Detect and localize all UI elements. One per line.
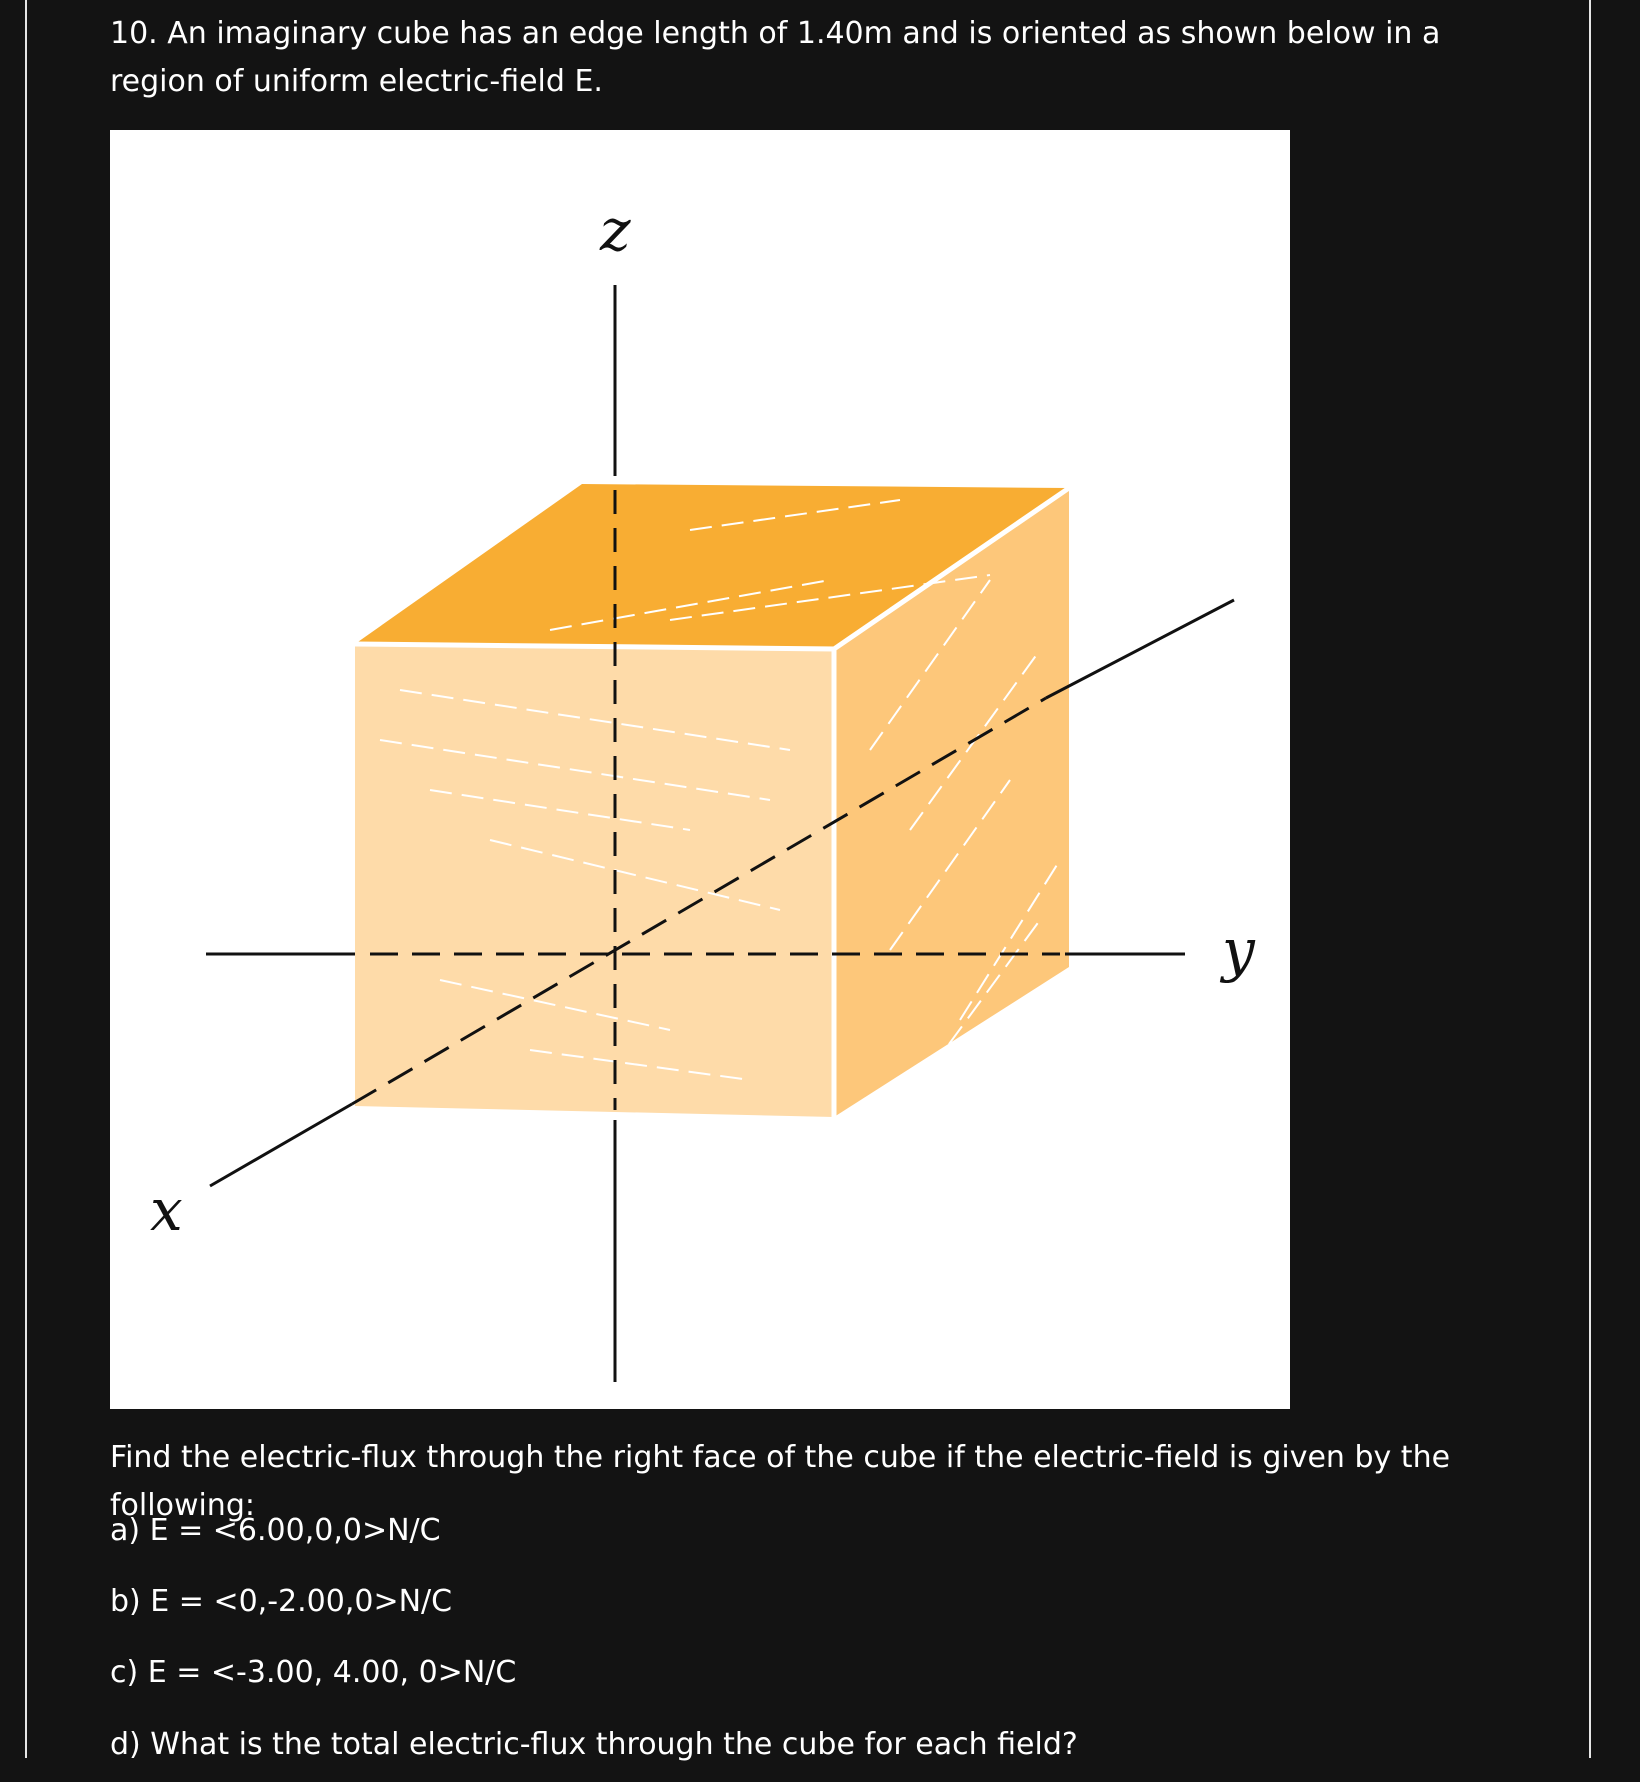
prompt-text: Find the electric-flux through the right face of the cube if the electric-field is given by the following:: [110, 1440, 1451, 1523]
part-a: a) E = <6.00,0,0>N/C: [110, 1513, 441, 1548]
x-axis-label: x: [150, 1176, 183, 1244]
part-d: d) What is the total electric-flux through the cube for each field?: [110, 1727, 1078, 1761]
right-border: [1589, 0, 1591, 1758]
z-axis-label: z: [600, 196, 631, 264]
part-b: b) E = <0,-2.00,0>N/C: [110, 1584, 453, 1619]
left-border: [25, 0, 27, 1758]
question-text: 10. An imaginary cube has an edge length of 1.40m and is oriented as shown below in a region of uniform electric-field E.: [110, 16, 1441, 99]
cube-front-face: [355, 644, 834, 1117]
y-axis-label: y: [1222, 916, 1255, 984]
cube-diagram: [110, 130, 1290, 1409]
part-c: c) E = <-3.00, 4.00, 0>N/C: [110, 1655, 517, 1690]
x-axis: [210, 1104, 352, 1186]
cube-figure: [110, 130, 1290, 1409]
x-axis: [1046, 600, 1234, 698]
